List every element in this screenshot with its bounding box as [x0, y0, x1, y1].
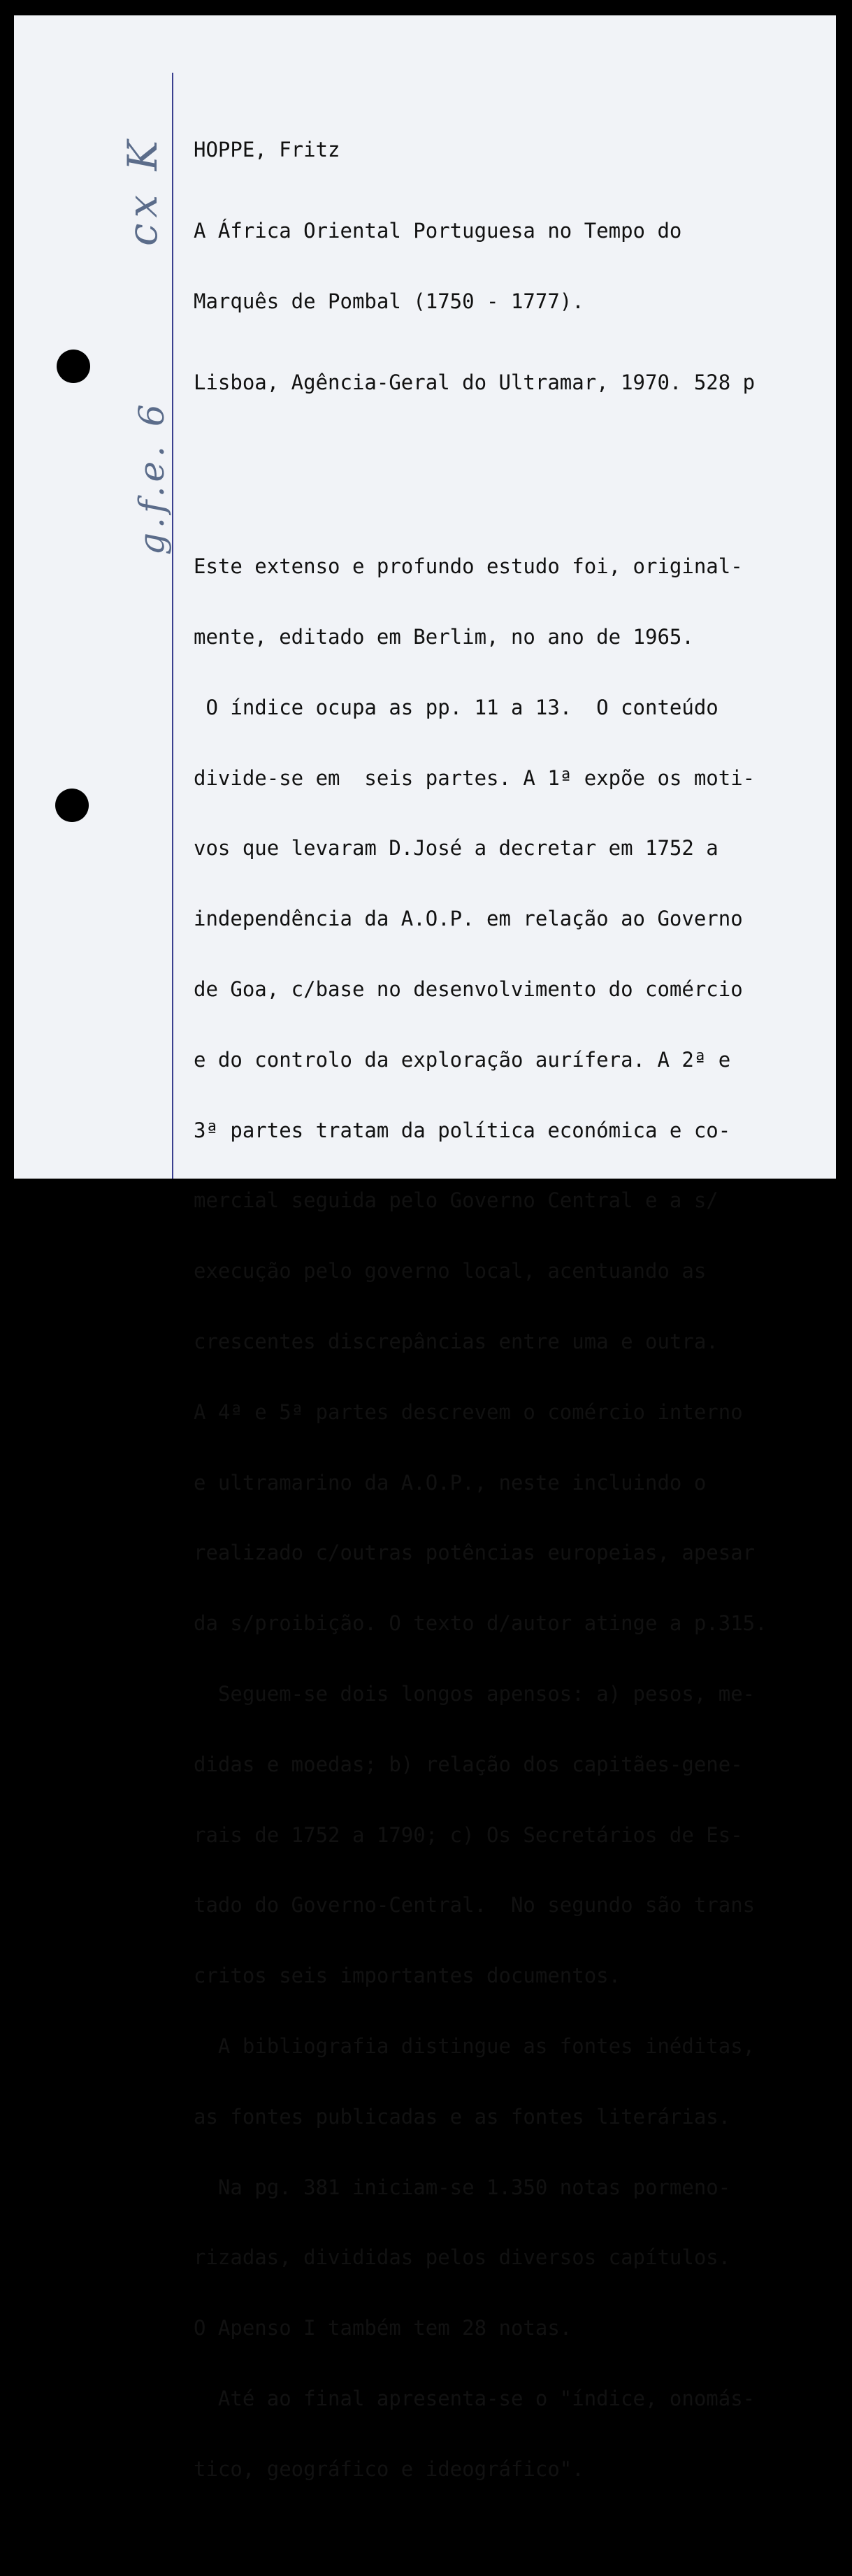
body-line: mente, editado em Berlim, no ano de 1965.: [194, 624, 694, 649]
title-line: Marquês de Pombal (1750 - 1777).: [194, 289, 584, 313]
body-line: mercial seguida pelo Governo Central e a s/: [194, 1188, 719, 1213]
body-line: divide-se em seis partes. A 1ª expõe os moti-: [194, 765, 756, 790]
margin-rule: [172, 73, 173, 1179]
body-line: A bibliografia distingue as fontes inéditas,: [194, 2034, 756, 2058]
title-line: A África Oriental Portuguesa no Tempo do: [194, 218, 682, 243]
body-line: vos que levaram D.José a decretar em 1752 a: [194, 836, 719, 861]
body-line: Este extenso e profundo estudo foi, original-: [194, 554, 743, 579]
body-line: tico, geográfico e ideográfico".: [194, 2456, 584, 2481]
body-line: didas e moedas; b) relação dos capitães-gene-: [194, 1752, 743, 1776]
body-line: Na pg. 381 iniciam-se 1.350 notas pormeno-: [194, 2175, 731, 2199]
handwritten-reference: g.f.e. 6: [131, 400, 172, 555]
body-line: as fontes publicadas e as fontes literárias.: [194, 2104, 731, 2129]
body-line: execução pelo governo local, acentuando as: [194, 1259, 707, 1283]
body-line: e ultramarino da A.O.P., neste incluindo o: [194, 1470, 707, 1495]
body-line: rais de 1752 a 1790; c) Os Secretários de Es-: [194, 1822, 743, 1847]
body-line: realizado c/outras potências europeias, apesar: [194, 1541, 756, 1565]
body-line: critos seis importantes documentos.: [194, 1964, 621, 1988]
body-line: tado do Governo-Central. No segundo são trans: [194, 1893, 756, 1917]
publication-info: Lisboa, Agência-Geral do Ultramar, 1970. 528 p: [194, 370, 756, 395]
body-line: O Apenso I também tem 28 notas.: [194, 2316, 572, 2340]
abstract-body: [194, 508, 851, 2528]
body-line: independência da A.O.P. em relação ao Governo: [194, 907, 743, 931]
body-line: de Goa, c/base no desenvolvimento do comércio: [194, 977, 743, 1001]
body-line: rizadas, divididas pelos diversos capítulos.: [194, 2245, 731, 2270]
body-line: Até ao final apresenta-se o "índice, onomás-: [194, 2386, 756, 2410]
body-line: da s/proibição. O texto d/autor atinge a p.315.: [194, 1611, 767, 1636]
body-line: Seguem-se dois longos apensos: a) pesos, me-: [194, 1681, 756, 1706]
body-line: e do controlo da exploração aurífera. A 2ª e: [194, 1047, 731, 1072]
body-line: crescentes discrepâncias entre uma e outra.: [194, 1329, 719, 1353]
author-name: HOPPE, Fritz: [194, 138, 340, 161]
body-line: A 4ª e 5ª partes descrevem o comércio interno: [194, 1399, 743, 1424]
handwritten-code: cx K: [119, 135, 166, 246]
index-card: [14, 15, 836, 2481]
body-line: 3ª partes tratam da política económica e co-: [194, 1118, 731, 1142]
punch-hole-top: [57, 350, 90, 383]
card-text: [194, 91, 851, 2576]
punch-hole-bottom: [55, 789, 89, 822]
body-line: O índice ocupa as pp. 11 a 13. O conteúdo: [194, 695, 719, 719]
